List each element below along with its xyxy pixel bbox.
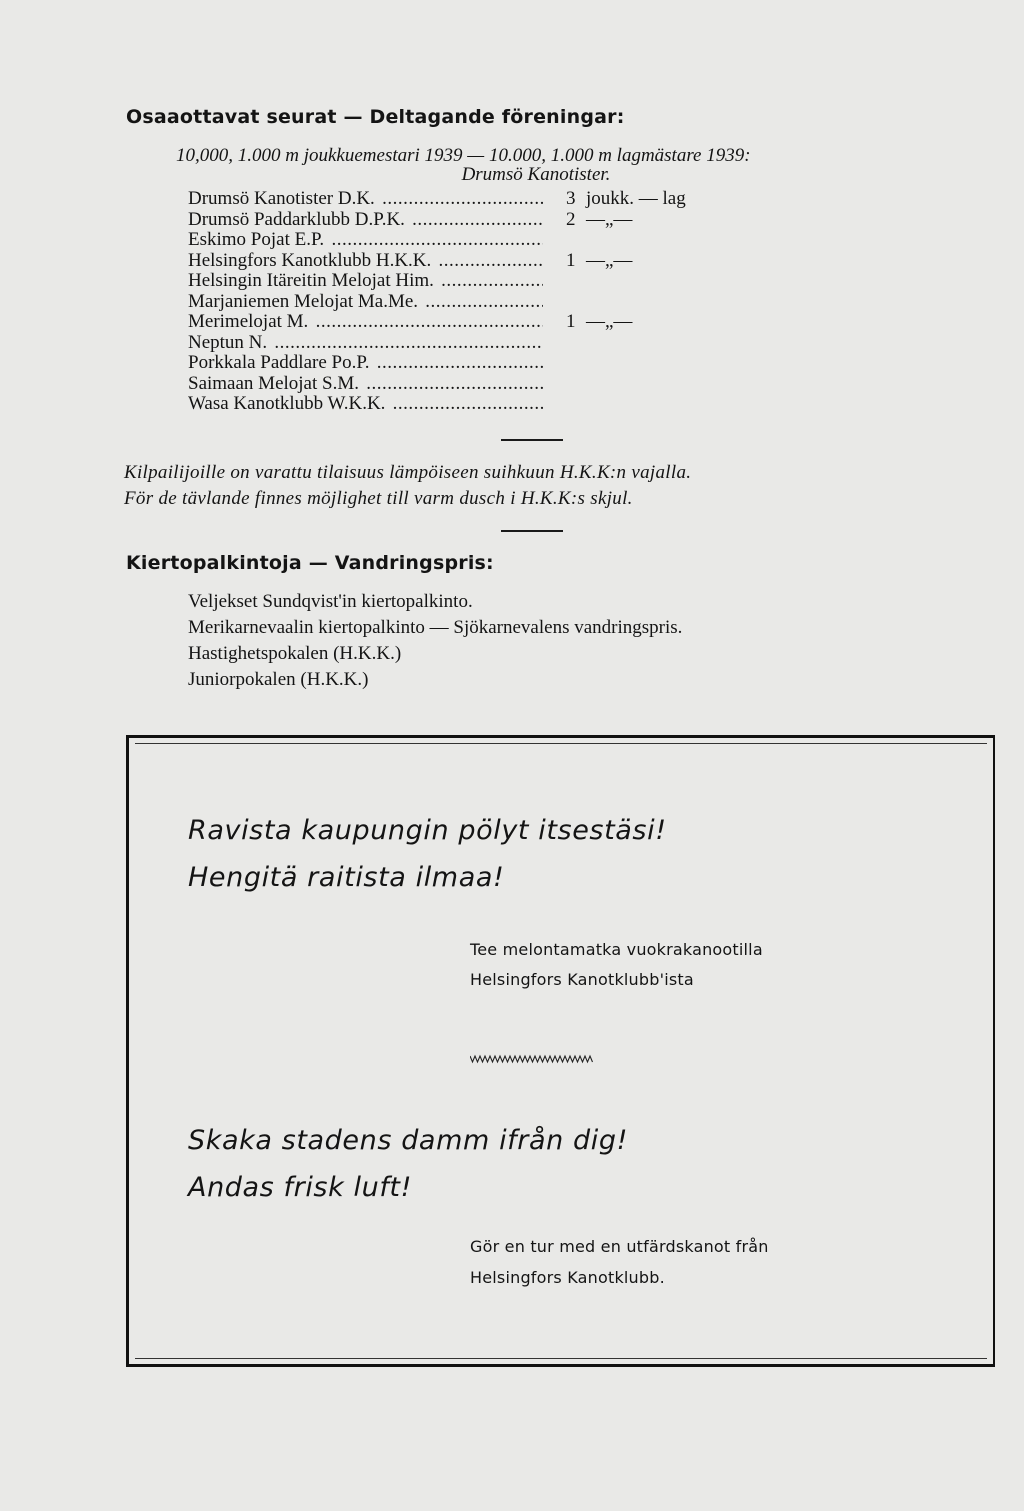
club-name: Merimelojat M. [188, 312, 309, 332]
list-item [188, 251, 748, 272]
club-list [188, 189, 748, 415]
club-name: Porkkala Paddlare Po.P. [188, 353, 370, 373]
list-item [188, 230, 748, 251]
ad-slogan-finnish-1: Ravista kaupungin pölyt itsestäsi! [188, 815, 667, 846]
list-item [188, 353, 748, 374]
ad-text-finnish-1: Tee melontamatka vuokrakanootilla [470, 940, 763, 959]
list-item: Hastighetspokalen (H.K.K.) [188, 643, 402, 664]
list-item [188, 374, 748, 395]
team-count: 1 [566, 249, 576, 271]
team-championship-subtitle: 10,000, 1.000 m joukkuemestari 1939 — 10.000, 1.000 m lagmästare 1939: [176, 145, 751, 166]
ad-slogan-finnish-2: Hengitä raitista ilmaa! [188, 862, 505, 893]
trophy-list [188, 589, 682, 693]
shower-note-finnish: Kilpailijoille on varattu tilaisuus lämpöiseen suihkuun H.K.K:n vajalla. [124, 462, 692, 483]
club-name: Drumsö Paddarklubb D.P.K. [188, 209, 405, 230]
team-champion-name: Drumsö Kanotister. [461, 164, 611, 185]
list-item: Juniorpokalen (H.K.K.) [188, 669, 369, 690]
participating-clubs-heading: Osaaottavat seurat — Deltagande föreningar: [126, 106, 625, 128]
ad-text-swedish-1: Gör en tur med en utfärdskanot från [470, 1237, 769, 1256]
divider [501, 530, 563, 532]
club-name: Eskimo Pojat E.P. [188, 230, 325, 250]
list-item [188, 394, 748, 415]
list-item [188, 292, 748, 313]
club-name: Helsingin Itäreitin Melojat Him. [188, 271, 434, 291]
list-item: Merikarnevaalin kiertopalkinto — Sjökarnevalens vandringspris. [188, 617, 683, 638]
team-unit: —„— [586, 208, 633, 230]
trophies-heading: Kiertopalkintoja — Vandringspris: [126, 552, 494, 574]
list-item [188, 312, 748, 333]
club-name: Helsingfors Kanotklubb H.K.K. [188, 250, 432, 271]
team-count: 2 [566, 208, 576, 230]
club-name: Marjaniemen Melojat Ma.Me. [188, 291, 419, 312]
club-name: Wasa Kanotklubb W.K.K. [188, 394, 386, 414]
list-item [188, 210, 748, 231]
team-unit: —„— [586, 249, 633, 271]
team-unit: joukk. — lag [586, 188, 686, 209]
ad-slogan-swedish-1: Skaka stadens damm ifrån dig! [188, 1125, 629, 1156]
list-item [188, 271, 748, 292]
ad-text-swedish-2: Helsingfors Kanotklubb. [470, 1268, 665, 1287]
club-name: Drumsö Kanotister D.K. [188, 189, 375, 209]
team-count: 1 [566, 311, 576, 332]
team-count: 3 [566, 188, 576, 209]
shower-note-swedish: För de tävlande finnes möjlighet till varm dusch i H.K.K:s skjul. [124, 488, 633, 509]
club-name: Neptun N. [188, 332, 268, 353]
list-item: Veljekset Sundqvist'in kiertopalkinto. [188, 591, 473, 612]
ad-text-finnish-2: Helsingfors Kanotklubb'ista [470, 970, 694, 989]
ad-slogan-swedish-2: Andas frisk luft! [188, 1172, 413, 1203]
list-item [188, 189, 748, 210]
team-unit: —„— [586, 311, 633, 332]
wave-ornament-icon [470, 1052, 596, 1064]
divider [501, 439, 563, 441]
club-name: Saimaan Melojat S.M. [188, 373, 359, 394]
list-item [188, 333, 748, 354]
